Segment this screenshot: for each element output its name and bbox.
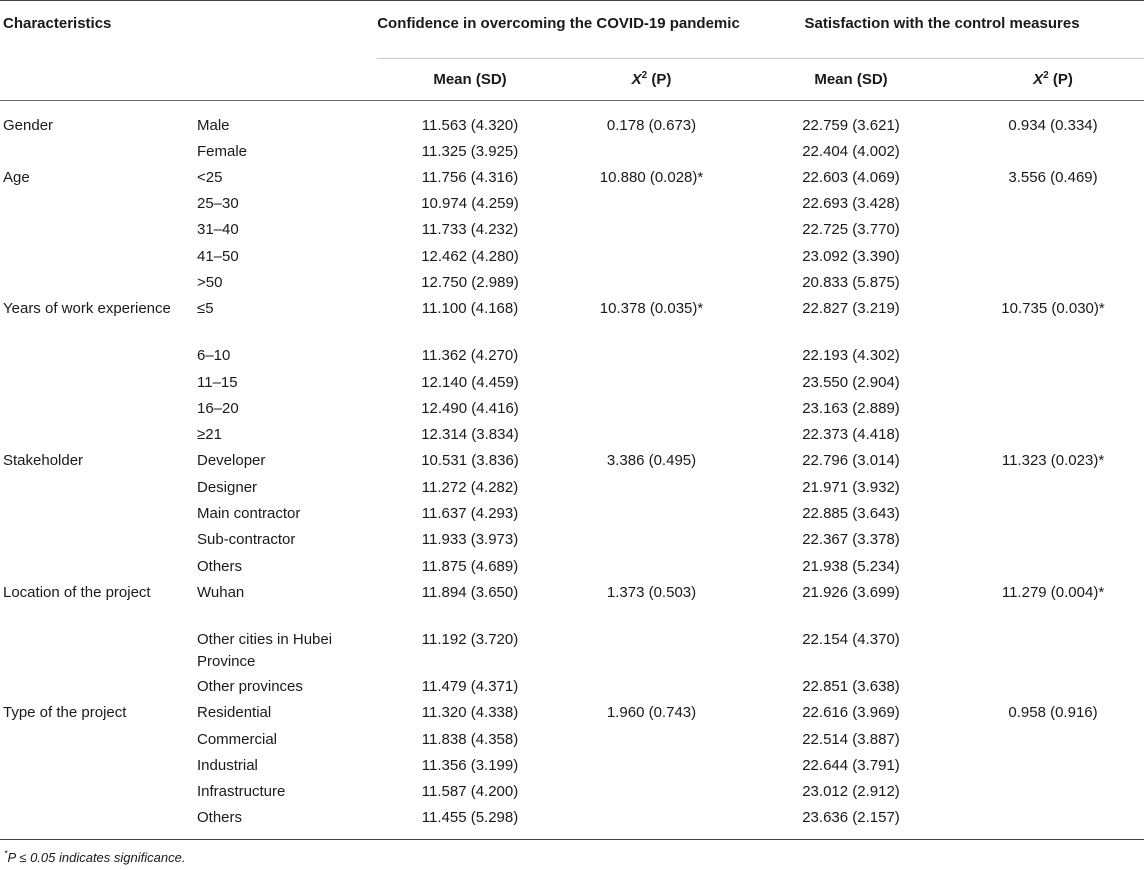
- subgroup-cell: Other provinces: [197, 677, 303, 695]
- mean-sd-satisfaction-cell: 22.603 (4.069): [802, 168, 900, 186]
- chi-square-satisfaction-cell: 3.556 (0.469): [1008, 168, 1098, 186]
- chi-square-satisfaction-cell: [962, 527, 1144, 553]
- mean-sd-satisfaction-cell: 22.885 (3.643): [802, 505, 900, 523]
- mean-sd-satisfaction-cell: 22.367 (3.378): [802, 531, 900, 549]
- table-row: [0, 700, 1144, 726]
- subgroup-cell: Commercial: [197, 730, 278, 748]
- mean-sd-satisfaction-cell: 23.092 (3.390): [802, 247, 900, 265]
- mean-sd-satisfaction-cell: 22.644 (3.791): [802, 756, 900, 774]
- chi-square-confidence-cell: [563, 627, 740, 674]
- characteristic-cell: Years of work experience: [3, 300, 171, 318]
- characteristic-cell: Stakeholder: [3, 452, 84, 470]
- table-row: [0, 370, 1144, 396]
- characteristic-cell: [0, 244, 197, 270]
- chi-square-confidence-cell: [563, 217, 740, 243]
- table-row: [0, 244, 1144, 270]
- characteristic-cell: Gender: [3, 117, 54, 134]
- mean-sd-confidence-cell: 11.838 (4.358): [421, 730, 519, 748]
- mean-sd-satisfaction-cell: 21.938 (5.234): [802, 557, 900, 575]
- table-row: [0, 396, 1144, 422]
- mean-sd-satisfaction-cell: 22.616 (3.969): [802, 704, 900, 722]
- chi-square-satisfaction-cell: [962, 674, 1144, 700]
- mean-sd-confidence-cell: 12.462 (4.280): [421, 247, 519, 265]
- mean-sd-confidence-cell: 11.100 (4.168): [421, 300, 519, 318]
- subgroup-cell: 16–20: [197, 399, 239, 417]
- col-group-satisfaction: Satisfaction with the control measures: [740, 1, 1144, 59]
- table-row: [0, 296, 1144, 343]
- table-row: [0, 527, 1144, 553]
- subgroup-cell: >50: [197, 273, 223, 291]
- chi-square-confidence-cell: [563, 753, 740, 779]
- table-row: [0, 627, 1144, 674]
- mean-sd-confidence-cell: 12.750 (2.989): [421, 273, 519, 291]
- mean-sd-confidence-cell: 10.974 (4.259): [421, 195, 519, 213]
- subgroup-cell: Male: [197, 117, 230, 134]
- chi-square-satisfaction-cell: [962, 779, 1144, 805]
- mean-sd-satisfaction-cell: 22.796 (3.014): [802, 452, 900, 470]
- characteristic-cell: [0, 674, 197, 700]
- footnote: *P ≤ 0.05 indicates significance.: [4, 848, 186, 865]
- mean-sd-confidence-cell: 11.933 (3.973): [421, 531, 519, 549]
- characteristic-cell: [0, 343, 197, 369]
- characteristic-cell: [0, 139, 197, 165]
- chi-square-satisfaction-cell: [962, 270, 1144, 296]
- mean-sd-confidence-cell: 11.455 (5.298): [377, 805, 563, 839]
- characteristic-cell: [0, 422, 197, 448]
- col-header-mean-sd-2: Mean (SD): [740, 59, 962, 101]
- subgroup-cell: Infrastructure: [197, 783, 286, 801]
- mean-sd-confidence-cell: 11.756 (4.316): [421, 168, 519, 186]
- col-header-characteristics: Characteristics: [0, 1, 197, 59]
- table-row: [0, 165, 1144, 191]
- characteristic-cell: Type of the project: [3, 704, 127, 722]
- mean-sd-satisfaction-cell: 21.971 (3.932): [802, 478, 900, 496]
- characteristic-cell: Location of the project: [3, 583, 151, 601]
- mean-sd-satisfaction-cell: 22.373 (4.418): [802, 426, 900, 444]
- table-row: [0, 753, 1144, 779]
- chi-square-satisfaction-cell: [962, 805, 1144, 839]
- subgroup-cell: Female: [197, 142, 248, 160]
- subgroup-cell: Developer: [197, 452, 266, 470]
- subgroup-cell: ≥21: [197, 426, 222, 444]
- chi-square-satisfaction-cell: [962, 244, 1144, 270]
- mean-sd-confidence-cell: 12.490 (4.416): [421, 399, 519, 417]
- mean-sd-satisfaction-cell: 22.759 (3.621): [802, 117, 900, 134]
- chi-square-confidence-cell: 3.386 (0.495): [606, 452, 697, 470]
- mean-sd-confidence-cell: 11.894 (3.650): [421, 583, 519, 601]
- mean-sd-confidence-cell: 11.272 (4.282): [421, 478, 519, 496]
- characteristic-cell: [0, 527, 197, 553]
- table-row: [0, 191, 1144, 217]
- mean-sd-satisfaction-cell: 22.827 (3.219): [802, 300, 900, 318]
- table-row: [0, 805, 1144, 839]
- subgroup-cell: Others: [197, 805, 377, 839]
- subgroup-cell: 11–15: [197, 373, 238, 391]
- characteristic-cell: Age: [3, 168, 30, 186]
- characteristic-cell: [0, 501, 197, 527]
- characteristic-cell: [0, 753, 197, 779]
- table-row: [0, 101, 1144, 139]
- chi-square-confidence-cell: [563, 270, 740, 296]
- chi-square-confidence-cell: [563, 727, 740, 753]
- chi-square-confidence-cell: [563, 396, 740, 422]
- mean-sd-confidence-cell: 11.733 (4.232): [421, 221, 519, 239]
- characteristic-cell: [0, 370, 197, 396]
- subgroup-cell: Main contractor: [197, 505, 301, 523]
- subgroup-cell: ≤5: [197, 300, 214, 318]
- subgroup-cell: <25: [197, 168, 223, 186]
- chi-square-satisfaction-cell: 11.279 (0.004)*: [1001, 583, 1105, 601]
- table-row: [0, 217, 1144, 243]
- mean-sd-confidence-cell: 11.587 (4.200): [421, 783, 519, 801]
- mean-sd-confidence-cell: 11.637 (4.293): [421, 505, 519, 523]
- chi-square-satisfaction-cell: [962, 370, 1144, 396]
- table-row: [0, 139, 1144, 165]
- subgroup-cell: Wuhan: [197, 583, 245, 601]
- chi-square-confidence-cell: [563, 422, 740, 448]
- col-header-chi-square-1: $X^2$ (P): [563, 59, 740, 101]
- chi-square-confidence-cell: [563, 527, 740, 553]
- col-header-chi-square-2: $X^2$ (P): [962, 59, 1144, 101]
- chi-square-satisfaction-cell: [962, 501, 1144, 527]
- mean-sd-confidence-cell: 11.320 (4.338): [421, 704, 519, 722]
- mean-sd-confidence-cell: 11.362 (4.270): [421, 347, 519, 365]
- col-group-confidence: Confidence in overcoming the COVID-19 pandemic: [377, 1, 740, 59]
- subgroup-cell: Industrial: [197, 756, 258, 774]
- chi-square-satisfaction-cell: [962, 753, 1144, 779]
- characteristic-cell: [0, 396, 197, 422]
- mean-sd-satisfaction-cell: 22.851 (3.638): [802, 677, 900, 695]
- subgroup-cell: Other cities in Hubei Province: [197, 630, 333, 670]
- table-row: [0, 422, 1144, 448]
- subgroup-cell: Designer: [197, 478, 258, 496]
- mean-sd-satisfaction-cell: 22.693 (3.428): [802, 195, 900, 213]
- chi-square-confidence-cell: [563, 475, 740, 501]
- mean-sd-confidence-cell: 11.325 (3.925): [421, 142, 519, 160]
- mean-sd-confidence-cell: 12.314 (3.834): [421, 426, 519, 444]
- chi-square-satisfaction-cell: [962, 475, 1144, 501]
- mean-sd-confidence-cell: 12.140 (4.459): [421, 373, 519, 391]
- table-row: [0, 501, 1144, 527]
- chi-square-confidence-cell: [563, 779, 740, 805]
- chi-square-satisfaction-cell: [962, 727, 1144, 753]
- mean-sd-satisfaction-cell: 22.514 (3.887): [802, 730, 900, 748]
- mean-sd-satisfaction-cell: 22.404 (4.002): [802, 142, 900, 160]
- characteristic-cell: [0, 805, 197, 839]
- mean-sd-satisfaction-cell: 23.636 (2.157): [740, 805, 962, 839]
- subgroup-cell: Others: [197, 557, 243, 575]
- chi-square-satisfaction-cell: 0.934 (0.334): [1008, 117, 1098, 134]
- mean-sd-confidence-cell: 11.875 (4.689): [421, 557, 519, 575]
- table-row: [0, 727, 1144, 753]
- chi-square-confidence-cell: [563, 501, 740, 527]
- chi-square-confidence-cell: [563, 191, 740, 217]
- chi-square-satisfaction-cell: [962, 191, 1144, 217]
- mean-sd-satisfaction-cell: 22.193 (4.302): [802, 347, 900, 365]
- chi-square-satisfaction-cell: 11.323 (0.023)*: [1001, 452, 1105, 470]
- chi-square-confidence-cell: [563, 554, 740, 580]
- characteristic-cell: [0, 627, 197, 674]
- chi-square-satisfaction-cell: 10.735 (0.030)*: [1001, 300, 1105, 318]
- chi-square-confidence-cell: [563, 370, 740, 396]
- mean-sd-confidence-cell: 10.531 (3.836): [421, 452, 519, 470]
- table-row: [0, 674, 1144, 700]
- characteristic-cell: [0, 727, 197, 753]
- mean-sd-confidence-cell: 11.479 (4.371): [421, 677, 519, 695]
- characteristic-cell: [0, 191, 197, 217]
- subgroup-cell: Residential: [197, 704, 272, 722]
- characteristic-cell: [0, 217, 197, 243]
- mean-sd-satisfaction-cell: 23.163 (2.889): [802, 399, 900, 417]
- header-row-1: [0, 1, 1144, 59]
- subgroup-cell: 25–30: [197, 195, 239, 213]
- mean-sd-confidence-cell: 11.192 (3.720): [421, 630, 519, 648]
- subgroup-cell: Sub-contractor: [197, 531, 296, 549]
- characteristic-cell: [0, 475, 197, 501]
- mean-sd-satisfaction-cell: 21.926 (3.699): [802, 583, 900, 601]
- chi-square-satisfaction-cell: [962, 422, 1144, 448]
- mean-sd-satisfaction-cell: 22.154 (4.370): [802, 630, 900, 648]
- chi-square-confidence-cell: [563, 139, 740, 165]
- table-row: [0, 270, 1144, 296]
- chi-square-confidence-cell: [563, 244, 740, 270]
- mean-sd-confidence-cell: 11.356 (3.199): [421, 756, 519, 774]
- chi-square-confidence-cell: [563, 674, 740, 700]
- characteristic-cell: [0, 554, 197, 580]
- chi-square-confidence-cell: [563, 805, 740, 839]
- mean-sd-satisfaction-cell: 20.833 (5.875): [802, 273, 900, 291]
- characteristic-cell: [0, 779, 197, 805]
- mean-sd-confidence-cell: 11.563 (4.320): [421, 117, 519, 134]
- mean-sd-satisfaction-cell: 23.012 (2.912): [802, 783, 900, 801]
- chi-square-satisfaction-cell: [962, 627, 1144, 674]
- chi-square-confidence-cell: [563, 343, 740, 369]
- chi-square-confidence-cell: 1.960 (0.743): [606, 704, 697, 722]
- mean-sd-satisfaction-cell: 22.725 (3.770): [802, 221, 900, 239]
- subgroup-cell: 6–10: [197, 347, 231, 365]
- chi-square-confidence-cell: 10.378 (0.035)*: [599, 300, 704, 318]
- chi-square-satisfaction-cell: 0.958 (0.916): [1008, 704, 1098, 722]
- table-row: [0, 448, 1144, 474]
- header-row-2: [0, 59, 1144, 101]
- table-row: [0, 475, 1144, 501]
- mean-sd-satisfaction-cell: 23.550 (2.904): [802, 373, 900, 391]
- chi-square-satisfaction-cell: [962, 554, 1144, 580]
- chi-square-satisfaction-cell: [962, 396, 1144, 422]
- subgroup-cell: 41–50: [197, 247, 239, 265]
- chi-square-satisfaction-cell: [962, 343, 1144, 369]
- chi-square-satisfaction-cell: [962, 217, 1144, 243]
- table-row: [0, 554, 1144, 580]
- chi-square-satisfaction-cell: [962, 139, 1144, 165]
- table-row: [0, 580, 1144, 627]
- characteristic-cell: [0, 270, 197, 296]
- table-row: [0, 779, 1144, 805]
- chi-square-confidence-cell: 1.373 (0.503): [606, 583, 697, 601]
- table-row: [0, 343, 1144, 369]
- col-header-mean-sd-1: Mean (SD): [377, 59, 563, 101]
- chi-square-confidence-cell: 0.178 (0.673): [606, 117, 697, 134]
- subgroup-cell: 31–40: [197, 221, 239, 239]
- chi-square-confidence-cell: 10.880 (0.028)*: [599, 168, 704, 186]
